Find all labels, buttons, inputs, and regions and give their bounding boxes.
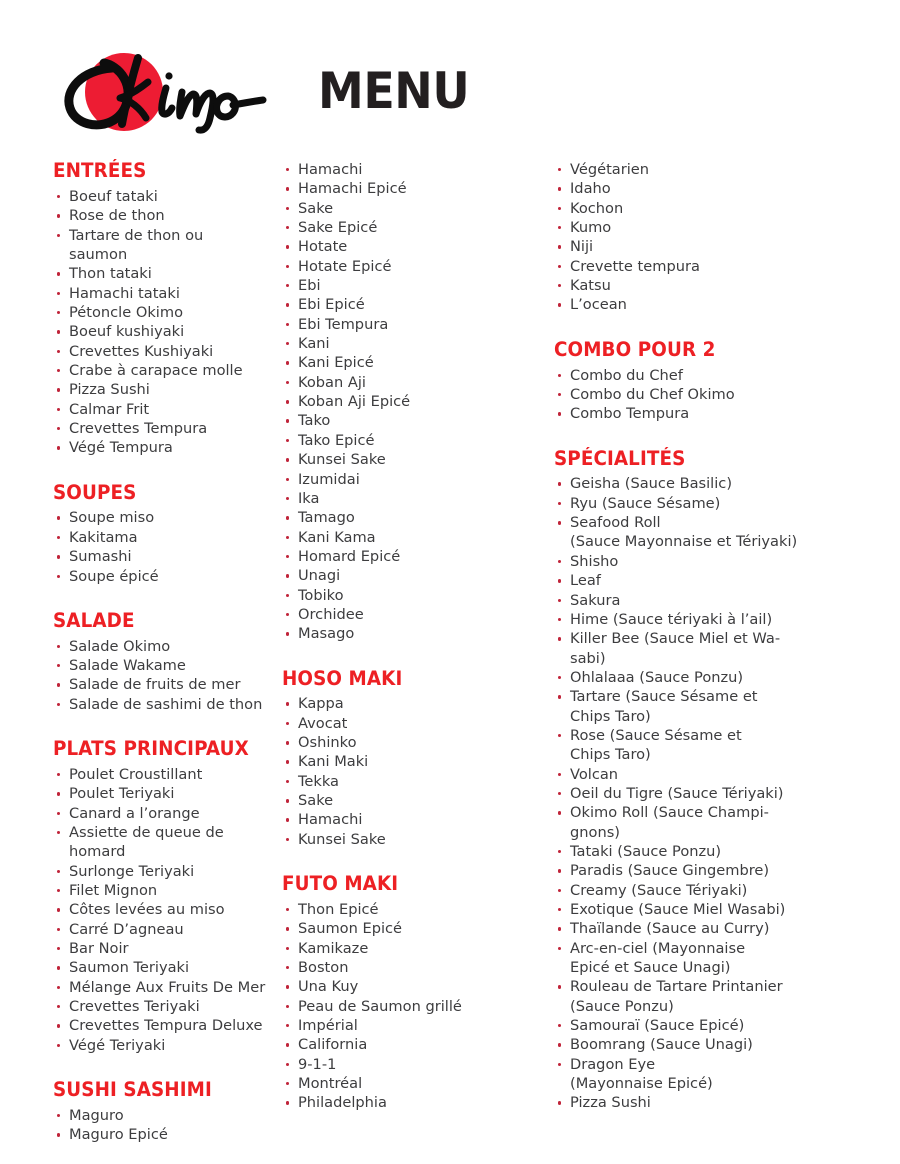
- menu-item: Philadelphia: [282, 1093, 538, 1112]
- menu-item: Pizza Sushi: [53, 380, 266, 399]
- menu-item: Koban Aji Epicé: [282, 392, 538, 411]
- menu-item-list-entrees: [53, 187, 266, 458]
- menu-item: Izumidai: [282, 470, 538, 489]
- menu-item: Thaïlande (Sauce au Curry): [554, 919, 876, 938]
- menu-item-continuation: Chips Taro): [570, 707, 651, 725]
- section-heading-soupes: SOUPES: [53, 480, 137, 504]
- menu-item: Idaho: [554, 179, 876, 198]
- menu-item: Saumon Epicé: [282, 919, 538, 938]
- menu-section-sushi-sashimi: [53, 1079, 266, 1145]
- menu-item: Salade Okimo: [53, 637, 266, 656]
- menu-item: Calmar Frit: [53, 400, 266, 419]
- menu-item: Una Kuy: [282, 977, 538, 996]
- menu-item: Crevettes Teriyaki: [53, 997, 266, 1016]
- menu-item: 9-1-1: [282, 1055, 538, 1074]
- menu-item: Tataki (Sauce Ponzu): [554, 842, 876, 861]
- menu-section-entrees: [53, 160, 266, 458]
- menu-item: Arc-en-ciel (Mayonnaise: [554, 939, 876, 958]
- menu-item-continuation: (Sauce Mayonnaise et Tériyaki): [570, 533, 798, 551]
- menu-item: Koban Aji: [282, 373, 538, 392]
- menu-item: Crabe à carapace molle: [53, 361, 266, 380]
- menu-item: Kani Kama: [282, 528, 538, 547]
- menu-item: Tamago: [282, 508, 538, 527]
- menu-item: Canard a l’orange: [53, 804, 266, 823]
- menu-item: Thon tataki: [53, 264, 266, 283]
- menu-item: Végé Teriyaki: [53, 1036, 266, 1055]
- menu-item: Paradis (Sauce Gingembre): [554, 861, 876, 880]
- menu-item: Oshinko: [282, 733, 538, 752]
- menu-item: Carré D’agneau: [53, 920, 266, 939]
- menu-section-salade: [53, 610, 266, 714]
- menu-item: Hamachi tataki: [53, 284, 266, 303]
- menu-item: Kani: [282, 334, 538, 353]
- menu-item: Katsu: [554, 276, 876, 295]
- menu-item: Boomrang (Sauce Unagi): [554, 1035, 876, 1054]
- menu-column-2: [272, 160, 544, 1113]
- menu-item: Okimo Roll (Sauce Champi-: [554, 803, 876, 822]
- menu-item: Kappa: [282, 694, 538, 713]
- menu-item: Tobiko: [282, 586, 538, 605]
- menu-item-list-futo-maki-continued: [554, 160, 876, 315]
- menu-item: Dragon Eye: [554, 1055, 876, 1074]
- menu-item: Boston: [282, 958, 538, 977]
- menu-columns: [0, 160, 900, 1145]
- menu-item: Peau de Saumon grillé: [282, 997, 538, 1016]
- menu-item: Masago: [282, 624, 538, 643]
- menu-item: Kamikaze: [282, 939, 538, 958]
- menu-item: Sake: [282, 791, 538, 810]
- menu-item-list-plats-principaux: [53, 765, 266, 1055]
- menu-item: Boeuf kushiyaki: [53, 322, 266, 341]
- section-heading-hoso-maki: HOSO MAKI: [282, 666, 403, 690]
- menu-item-list-sushi-sashimi: [53, 1106, 266, 1145]
- menu-item: Hamachi: [282, 160, 538, 179]
- menu-item: Crevettes Tempura Deluxe: [53, 1016, 266, 1035]
- menu-item: Soupe miso: [53, 508, 266, 527]
- menu-item: Végé Tempura: [53, 438, 266, 457]
- menu-item: Killer Bee (Sauce Miel et Wa-: [554, 629, 876, 648]
- menu-item: Rose de thon: [53, 206, 266, 225]
- menu-item: Kakitama: [53, 528, 266, 547]
- menu-item: Hime (Sauce tériyaki à l’ail): [554, 610, 876, 629]
- menu-item: Filet Mignon: [53, 881, 266, 900]
- menu-item: Hotate Epicé: [282, 257, 538, 276]
- menu-item: Combo du Chef: [554, 366, 876, 385]
- menu-item-continuation: (Mayonnaise Epicé): [570, 1075, 713, 1093]
- menu-item: Hamachi: [282, 810, 538, 829]
- menu-item: Sumashi: [53, 547, 266, 566]
- menu-item-list-combo-pour-2: [554, 366, 876, 424]
- menu-item: Crevettes Tempura: [53, 419, 266, 438]
- menu-item: Pizza Sushi: [554, 1093, 876, 1112]
- menu-item: Kani Epicé: [282, 353, 538, 372]
- menu-section-soupes: [53, 482, 266, 586]
- menu-item: Mélange Aux Fruits De Mer: [53, 978, 266, 997]
- menu-item: L’ocean: [554, 295, 876, 314]
- menu-section-combo-pour-2: [554, 339, 876, 424]
- menu-section-futo-maki: [282, 873, 538, 1113]
- menu-item: Tartare de thon ou saumon: [53, 226, 266, 265]
- menu-item: Combo du Chef Okimo: [554, 385, 876, 404]
- menu-item: Exotique (Sauce Miel Wasabi): [554, 900, 876, 919]
- menu-item-list-specialites: [554, 474, 876, 1112]
- menu-section-futo-maki-continued: [554, 160, 876, 315]
- menu-item: Kunsei Sake: [282, 450, 538, 469]
- menu-item: Hotate: [282, 237, 538, 256]
- menu-item: Tartare (Sauce Sésame et: [554, 687, 876, 706]
- menu-item-list-salade: [53, 637, 266, 714]
- menu-item: Ika: [282, 489, 538, 508]
- menu-item: Ohlalaaa (Sauce Ponzu): [554, 668, 876, 687]
- menu-section-sushi-sashimi-continued: [282, 160, 538, 644]
- menu-item-list-sushi-sashimi-continued: [282, 160, 538, 644]
- menu-section-specialites: [554, 448, 876, 1113]
- menu-section-hoso-maki: [282, 668, 538, 850]
- menu-item: Ebi: [282, 276, 538, 295]
- menu-item: Tako: [282, 411, 538, 430]
- menu-column-3: [544, 160, 900, 1113]
- menu-item-list-soupes: [53, 508, 266, 585]
- menu-item: Rose (Sauce Sésame et: [554, 726, 876, 745]
- menu-item-list-futo-maki: [282, 900, 538, 1113]
- menu-item-continuation: Epicé et Sauce Unagi): [570, 959, 731, 977]
- menu-item: Creamy (Sauce Tériyaki): [554, 881, 876, 900]
- section-heading-entrees: ENTRÉES: [53, 159, 147, 182]
- menu-item: Soupe épicé: [53, 567, 266, 586]
- menu-item: Orchidee: [282, 605, 538, 624]
- menu-item: Montréal: [282, 1074, 538, 1093]
- menu-item: Salade de sashimi de thon: [53, 695, 266, 714]
- menu-item-continuation: sabi): [570, 649, 606, 667]
- menu-item: Bar Noir: [53, 939, 266, 958]
- menu-item-continuation: (Sauce Ponzu): [570, 997, 674, 1015]
- menu-item: Poulet Teriyaki: [53, 784, 266, 803]
- menu-item: Homard Epicé: [282, 547, 538, 566]
- menu-item: California: [282, 1035, 538, 1054]
- section-heading-specialites: SPÉCIALITÉS: [554, 446, 686, 470]
- menu-item: Maguro Epicé: [53, 1125, 266, 1144]
- menu-item: Boeuf tataki: [53, 187, 266, 206]
- menu-header: [0, 0, 900, 155]
- menu-item: Poulet Croustillant: [53, 765, 266, 784]
- menu-item: Kochon: [554, 199, 876, 218]
- menu-item: Ebi Tempura: [282, 315, 538, 334]
- menu-item-continuation: Chips Taro): [570, 746, 651, 764]
- okimo-logo: [52, 48, 267, 140]
- menu-item: Shisho: [554, 552, 876, 571]
- menu-item: Végétarien: [554, 160, 876, 179]
- menu-section-plats-principaux: [53, 738, 266, 1055]
- menu-item: Côtes levées au miso: [53, 900, 266, 919]
- section-heading-sushi-sashimi: SUSHI SASHIMI: [53, 1078, 212, 1102]
- menu-item: Maguro: [53, 1106, 266, 1125]
- menu-item: Unagi: [282, 566, 538, 585]
- menu-item: Hamachi Epicé: [282, 179, 538, 198]
- menu-item: Sake Epicé: [282, 218, 538, 237]
- menu-item: Ryu (Sauce Sésame): [554, 494, 876, 513]
- menu-item-continuation: gnons): [570, 823, 620, 841]
- menu-item: Rouleau de Tartare Printanier: [554, 977, 876, 996]
- menu-item: Crevettes Kushiyaki: [53, 342, 266, 361]
- menu-item: Thon Epicé: [282, 900, 538, 919]
- menu-item: Surlonge Teriyaki: [53, 862, 266, 881]
- menu-item-list-hoso-maki: [282, 694, 538, 849]
- menu-item: Avocat: [282, 714, 538, 733]
- menu-item: Oeil du Tigre (Sauce Tériyaki): [554, 784, 876, 803]
- menu-item: Kunsei Sake: [282, 830, 538, 849]
- menu-item: Niji: [554, 237, 876, 256]
- page-title: MENU: [318, 62, 470, 120]
- menu-item: Volcan: [554, 765, 876, 784]
- menu-item: Saumon Teriyaki: [53, 958, 266, 977]
- menu-item: Crevette tempura: [554, 257, 876, 276]
- menu-item: Assiette de queue de homard: [53, 823, 266, 862]
- menu-item: Sakura: [554, 591, 876, 610]
- menu-item: Samouraï (Sauce Epicé): [554, 1016, 876, 1035]
- menu-item: Impérial: [282, 1016, 538, 1035]
- menu-item: Leaf: [554, 571, 876, 590]
- section-heading-salade: SALADE: [53, 608, 135, 632]
- section-heading-futo-maki: FUTO MAKI: [282, 872, 399, 896]
- menu-item: Seafood Roll: [554, 513, 876, 532]
- menu-item: Geisha (Sauce Basilic): [554, 474, 876, 493]
- menu-item: Salade Wakame: [53, 656, 266, 675]
- menu-item: Kumo: [554, 218, 876, 237]
- menu-item: Kani Maki: [282, 752, 538, 771]
- menu-item: Ebi Epicé: [282, 295, 538, 314]
- menu-item: Combo Tempura: [554, 404, 876, 423]
- menu-item: Salade de fruits de mer: [53, 675, 266, 694]
- menu-item: Tekka: [282, 772, 538, 791]
- section-heading-plats-principaux: PLATS PRINCIPAUX: [53, 737, 249, 761]
- section-heading-combo-pour-2: COMBO POUR 2: [554, 337, 716, 361]
- menu-item: Tako Epicé: [282, 431, 538, 450]
- menu-column-1: [0, 160, 272, 1145]
- menu-item: Sake: [282, 199, 538, 218]
- menu-item: Pétoncle Okimo: [53, 303, 266, 322]
